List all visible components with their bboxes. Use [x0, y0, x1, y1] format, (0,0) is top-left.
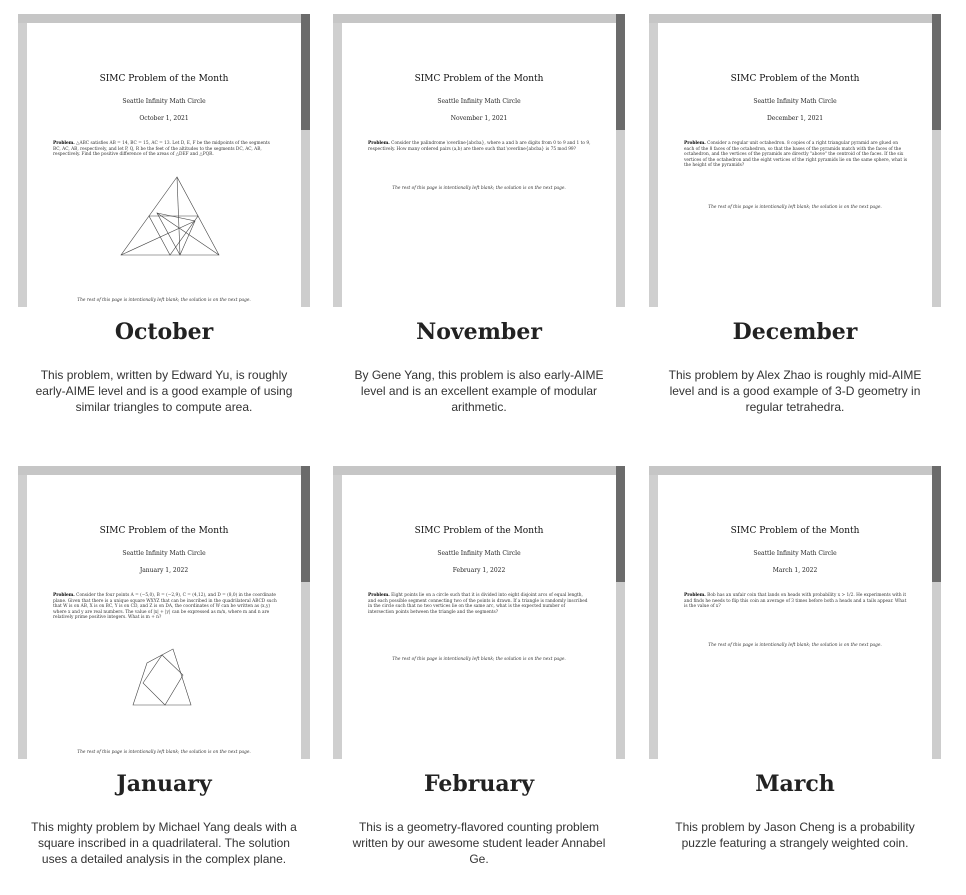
page-date: January 1, 2022 [139, 567, 189, 574]
card-january [18, 466, 310, 867]
triangle-figure [113, 173, 223, 259]
card-november [333, 14, 625, 415]
pdf-viewer[interactable] [18, 14, 310, 307]
problem-label: Problem. [368, 141, 390, 146]
scrollbar-thumb[interactable] [616, 466, 625, 582]
month-title: October [114, 319, 214, 345]
scrollbar-thumb[interactable] [301, 466, 310, 582]
page-title: SIMC Problem of the Month [730, 526, 860, 536]
scrollbar-thumb[interactable] [616, 14, 625, 130]
month-title: February [423, 771, 534, 797]
pdf-page [342, 23, 616, 307]
problem-label: Problem. [684, 593, 706, 598]
problem-text [368, 141, 592, 152]
page-title: SIMC Problem of the Month [99, 526, 229, 536]
month-description: This is a geometry-flavored counting problem written by our awesome student leader Annabel Ge. [352, 820, 606, 866]
pdf-page [658, 23, 932, 307]
month-description: This problem by Alex Zhao is roughly mid-AIME level and is a good example of 3-D geometry in regular tetrahedra. [668, 368, 922, 414]
viewer-top-bar [18, 466, 310, 475]
page-footer: The rest of this page is intentionally left blank; the solution is on the next page. [77, 298, 251, 303]
month-description: This problem, written by Edward Yu, is roughly early-AIME level and is a good example of using similar triangles to compute area. [35, 368, 293, 414]
pdf-page [27, 23, 301, 307]
scrollbar-thumb[interactable] [932, 14, 941, 130]
pdf-page [27, 475, 301, 759]
scrollbar-thumb[interactable] [932, 466, 941, 582]
problem-body: Eight points lie on a circle such that it is divided into eight disjoint arcs of equal length, and each possible segment connecting two of the points is drawn. If a triangle is randomly inscribed in the circle such that no two vertices lie on the same arc, what is the expected number of intersection points between the triangle and the segments? [368, 593, 588, 615]
problem-text [684, 593, 908, 610]
month-description: By Gene Yang, this problem is also early-AIME level and is an excellent example of modular arithmetic. [354, 368, 604, 414]
page-title: SIMC Problem of the Month [730, 74, 860, 84]
problem-label: Problem. [684, 141, 706, 146]
page-date: December 1, 2021 [766, 115, 824, 122]
page-org: Seattle Infinity Math Circle [753, 98, 837, 105]
problem-text [53, 593, 277, 621]
page-title: SIMC Problem of the Month [414, 74, 544, 84]
page-org: Seattle Infinity Math Circle [753, 550, 837, 557]
month-title: December [732, 319, 858, 345]
problem-label: Problem. [368, 593, 390, 598]
page-title: SIMC Problem of the Month [414, 526, 544, 536]
page-footer: The rest of this page is intentionally left blank; the solution is on the next page. [77, 750, 251, 755]
page-title: SIMC Problem of the Month [99, 74, 229, 84]
card-february [333, 466, 625, 867]
problem-body: Bob has an unfair coin that lands on heads with probability x > 1/2. He experiments with it and finds he needs to flip this coin an average of 3 times before both a heads and a tails appear. What is the value of x? [684, 593, 907, 610]
page-footer: The rest of this page is intentionally left blank; the solution is on the next page. [708, 205, 882, 210]
page-org: Seattle Infinity Math Circle [437, 550, 521, 557]
viewer-top-bar [18, 14, 310, 23]
problem-label: Problem. [53, 593, 75, 598]
page-footer: The rest of this page is intentionally left blank; the solution is on the next page. [708, 643, 882, 648]
problem-body: △ABC satisfies AB = 14, BC = 15, AC = 13. Let D, E, F be the midpoints of the segments BC, AC, AB, respectively, and let P, Q, R be the feet of the altitudes to the segments DC, AC, AB, respectively. Find the positive difference of the areas of △DEF and △PQR. [53, 141, 270, 158]
page-org: Seattle Infinity Math Circle [122, 550, 206, 557]
month-description: This problem by Jason Cheng is a probability puzzle featuring a strangely weighted coin. [675, 820, 915, 850]
problem-text [53, 141, 277, 158]
problem-label: Problem. [53, 141, 75, 146]
page-footer: The rest of this page is intentionally left blank; the solution is on the next page. [392, 657, 566, 662]
viewer-top-bar [333, 466, 625, 475]
viewer-top-bar [649, 14, 941, 23]
pdf-viewer[interactable] [649, 466, 941, 759]
pdf-viewer[interactable] [18, 466, 310, 759]
page-footer: The rest of this page is intentionally left blank; the solution is on the next page. [392, 186, 566, 191]
page-date: November 1, 2021 [450, 115, 508, 122]
pdf-page [342, 475, 616, 759]
page-org: Seattle Infinity Math Circle [122, 98, 206, 105]
quadrilateral-figure [129, 643, 209, 709]
problem-body: Consider the four points A = (−5,0), B = (−2,9), C = (4,12), and D = (8,0) in the coordinate plane. Given that there is a unique square WXYZ that can be inscribed in the quadrilateral ABCD such that W is on AB, X is on BC, Y is on CD, and Z is on DA, the coordinates of W can be written as (x,y) where x and y are real numbers. The value of |x| + |y| can be expressed as m/n, where m and n are relatively prime positive integers. What is m + n? [53, 593, 277, 621]
viewer-top-bar [649, 466, 941, 475]
pdf-viewer[interactable] [649, 14, 941, 307]
page-date: February 1, 2022 [452, 567, 506, 574]
page-date: March 1, 2022 [772, 567, 818, 574]
page-org: Seattle Infinity Math Circle [437, 98, 521, 105]
month-title: January [116, 771, 212, 797]
month-title: November [416, 319, 542, 345]
pdf-page [658, 475, 932, 759]
viewer-top-bar [333, 14, 625, 23]
month-description: This mighty problem by Michael Yang deals with a square inscribed in a quadrilateral. The solution uses a detailed analysis in the complex plane. [31, 820, 297, 866]
problem-text [684, 141, 908, 169]
month-title: March [755, 771, 835, 797]
card-march [649, 466, 941, 851]
page-date: October 1, 2021 [139, 115, 189, 122]
pdf-viewer[interactable] [333, 14, 625, 307]
problem-body: Consider the palindrome \overline{abcba}, where a and b are digits from 0 to 9 and 1 to 9, respectively. How many ordered pairs (a,b) are there such that \overline{abcba} is 75 mod 99? [368, 141, 591, 152]
card-december [649, 14, 941, 415]
scrollbar-thumb[interactable] [301, 14, 310, 130]
pdf-viewer[interactable] [333, 466, 625, 759]
problem-text [368, 593, 592, 615]
problem-body: Consider a regular unit octahedron. 8 copies of a right triangular pyramid are glued on each of the 8 faces of the octahedron, so that the bases of the pyramids match with the faces of the octahedron, and the vertices of the pyramids are directly "above" the centroid of the faces. If the six vertices of the octahedron and the eight vertices of the right pyramids lie on the same sphere, what is the height of the pyramids? [684, 141, 908, 169]
card-october [18, 14, 310, 415]
